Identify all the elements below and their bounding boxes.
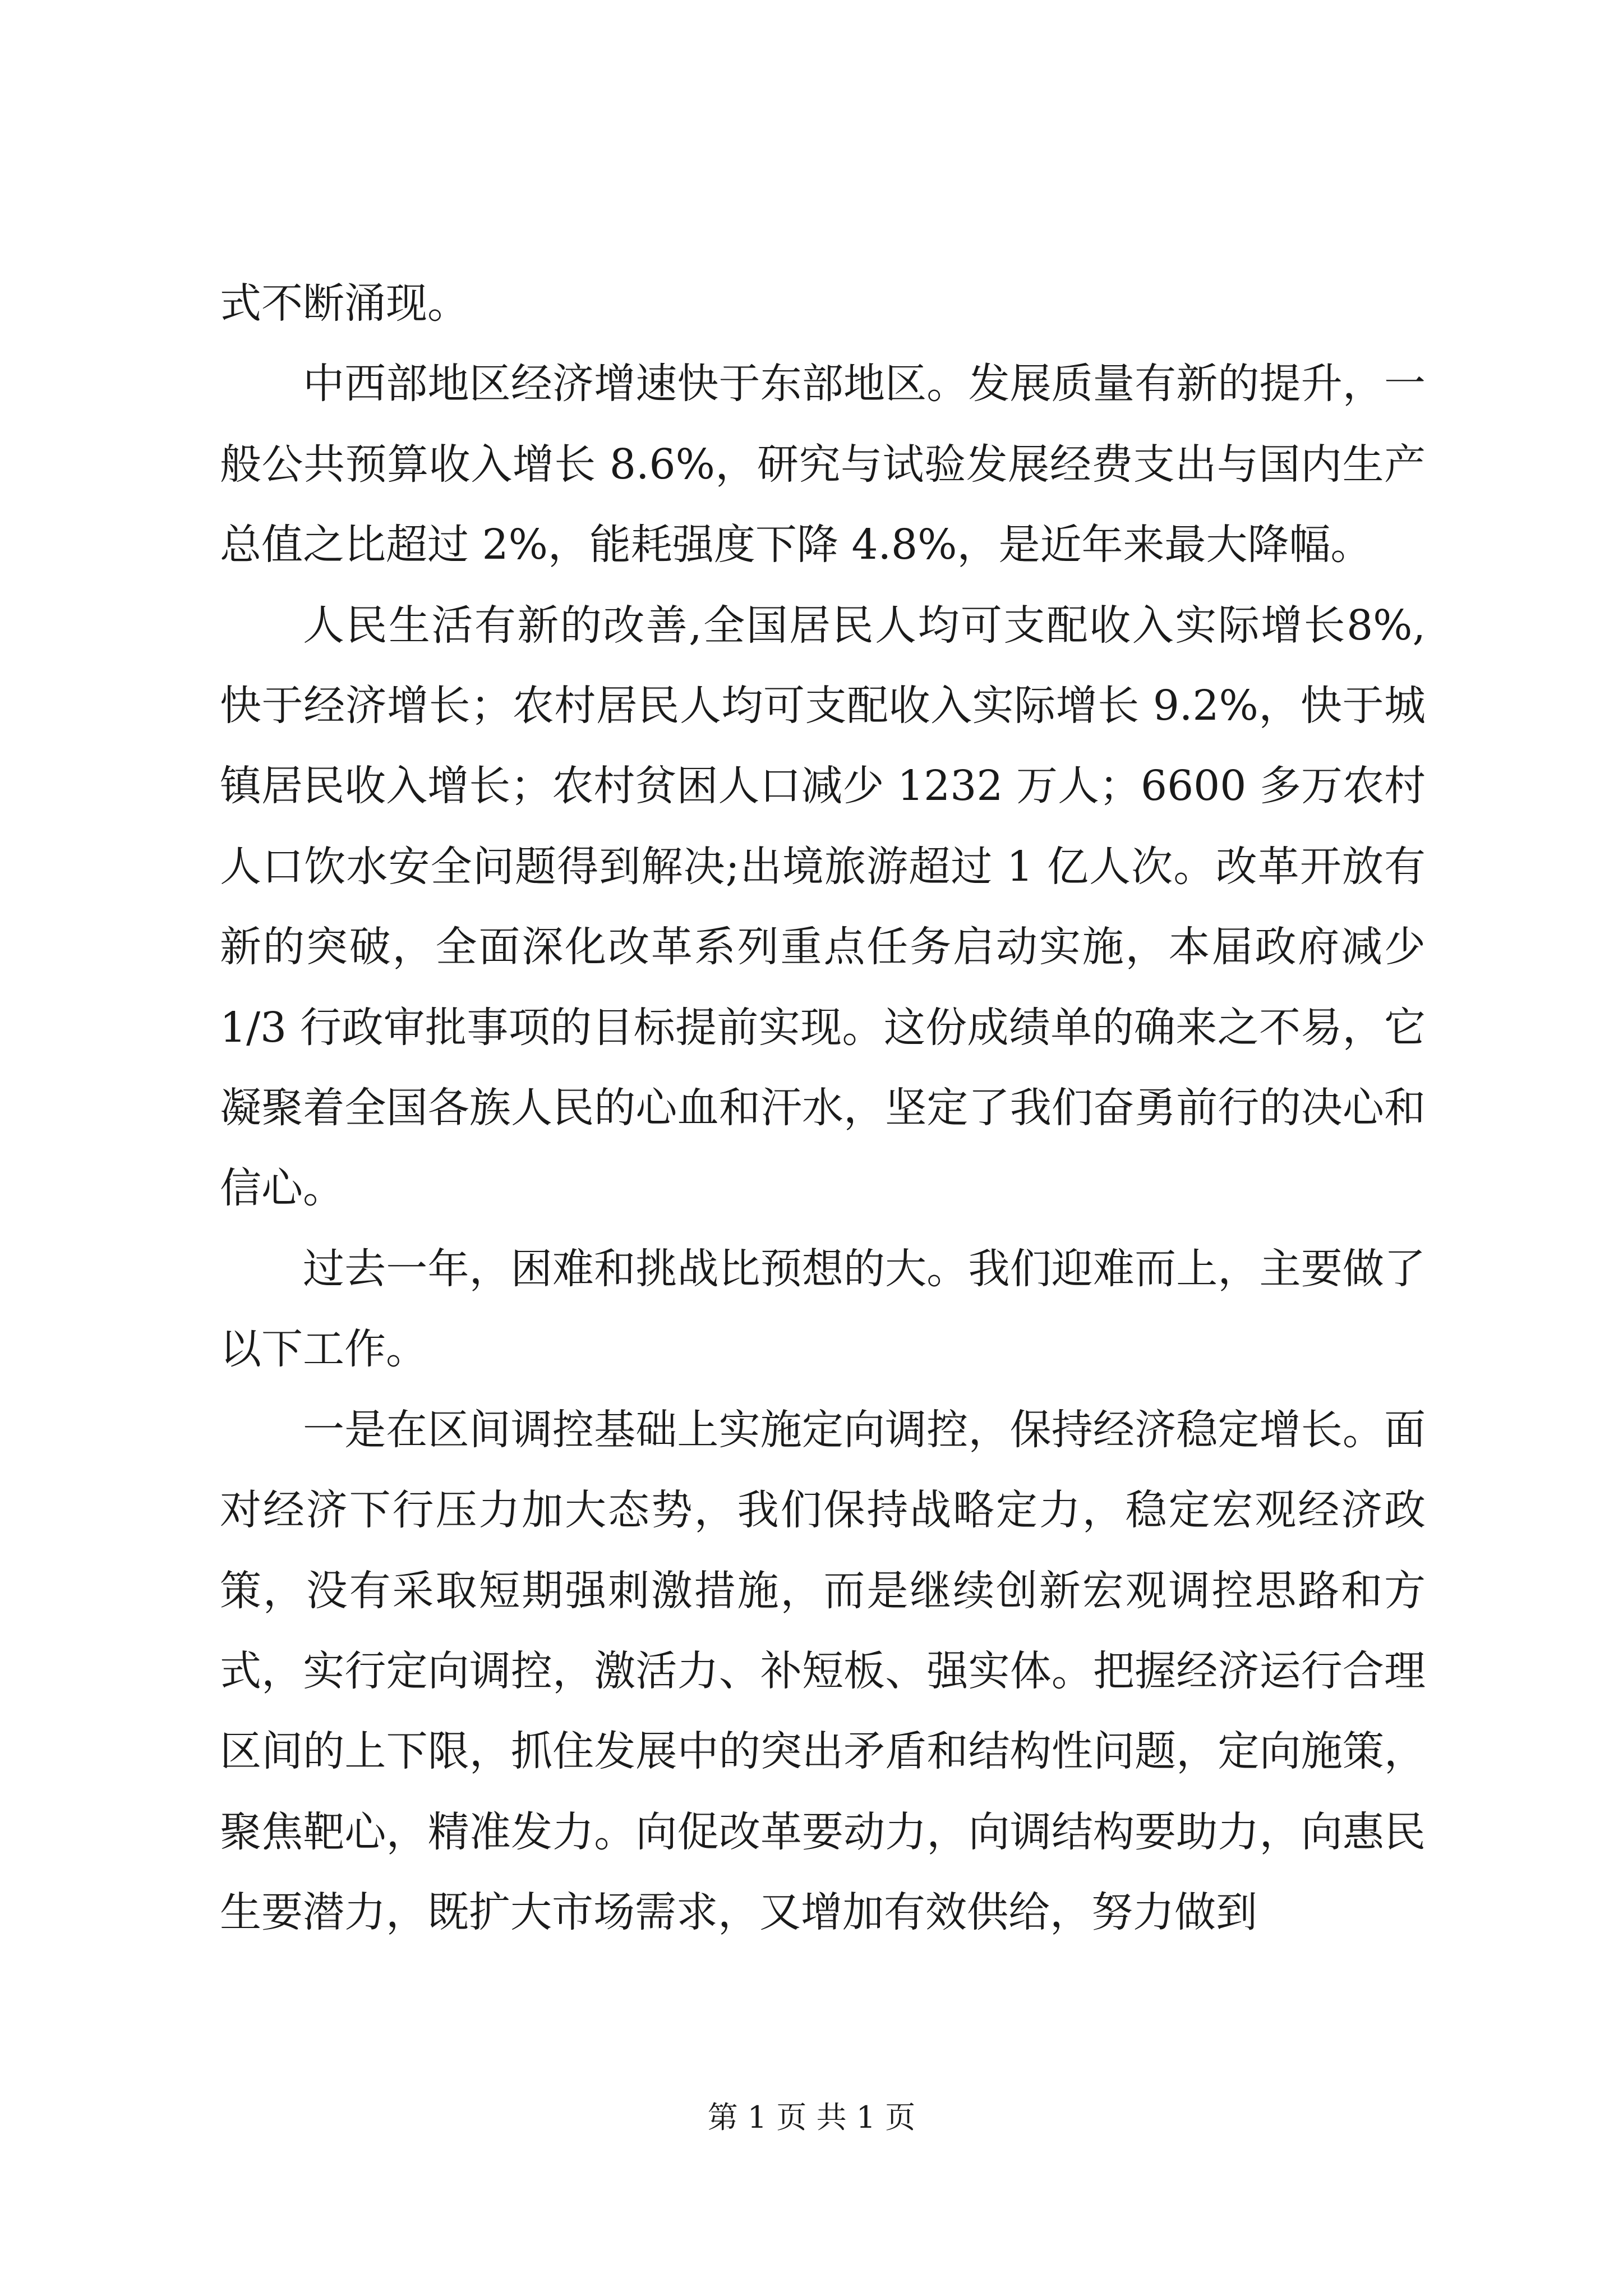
paragraph-2: 中西部地区经济增速快于东部地区。发展质量有新的提升，一般公共预算收入增长 8.6%，研究与试验发展经费支出与国内生产总值之比超过 2%，能耗强度下降 4.8%，是近年来最大降幅。 [220, 360, 1426, 569]
paragraph-4: 过去一年，困难和挑战比预想的大。我们迎难而上，主要做了以下工作。 [220, 1244, 1426, 1374]
document-body [220, 264, 1426, 1953]
page-number-footer: 第 1 页 共 1 页 [707, 2100, 916, 2135]
paragraph-1: 式不断涌现。 [220, 279, 469, 328]
paragraph-5: 一是在区间调控基础上实施定向调控，保持经济稳定增长。面对经济下行压力加大态势，我们保持战略定力，稳定宏观经济政策，没有采取短期强刺激措施，而是继续创新宏观调控思路和方式，实行定向调控，激活力、补短板、强实体。把握经济运行合理区间的上下限，抓住发展中的突出矛盾和结构性问题，定向施策，聚焦靶心，精准发力。向促改革要动力，向调结构要助力，向惠民生要潜力，既扩大市场需求，又增加有效供给，努力做到 [220, 1405, 1426, 1937]
paragraph-3: 人民生活有新的改善,全国居民人均可支配收入实际增长8%,快于经济增长；农村居民人均可支配收入实际增长 9.2%，快于城镇居民收入增长；农村贫困人口减少 1232 万人；6600 多万农村人口饮水安全问题得到解决;出境旅游超过 1 亿人次。改革开放有新的突破，全面深化改革系列重点任务启动实施，本届政府减少 1/3 行政审批事项的目标提前实现。这份成绩单的确来之不易，它凝聚着全国各族人民的心血和汗水，坚定了我们奋勇前行的决心和信心。 [220, 601, 1426, 1213]
